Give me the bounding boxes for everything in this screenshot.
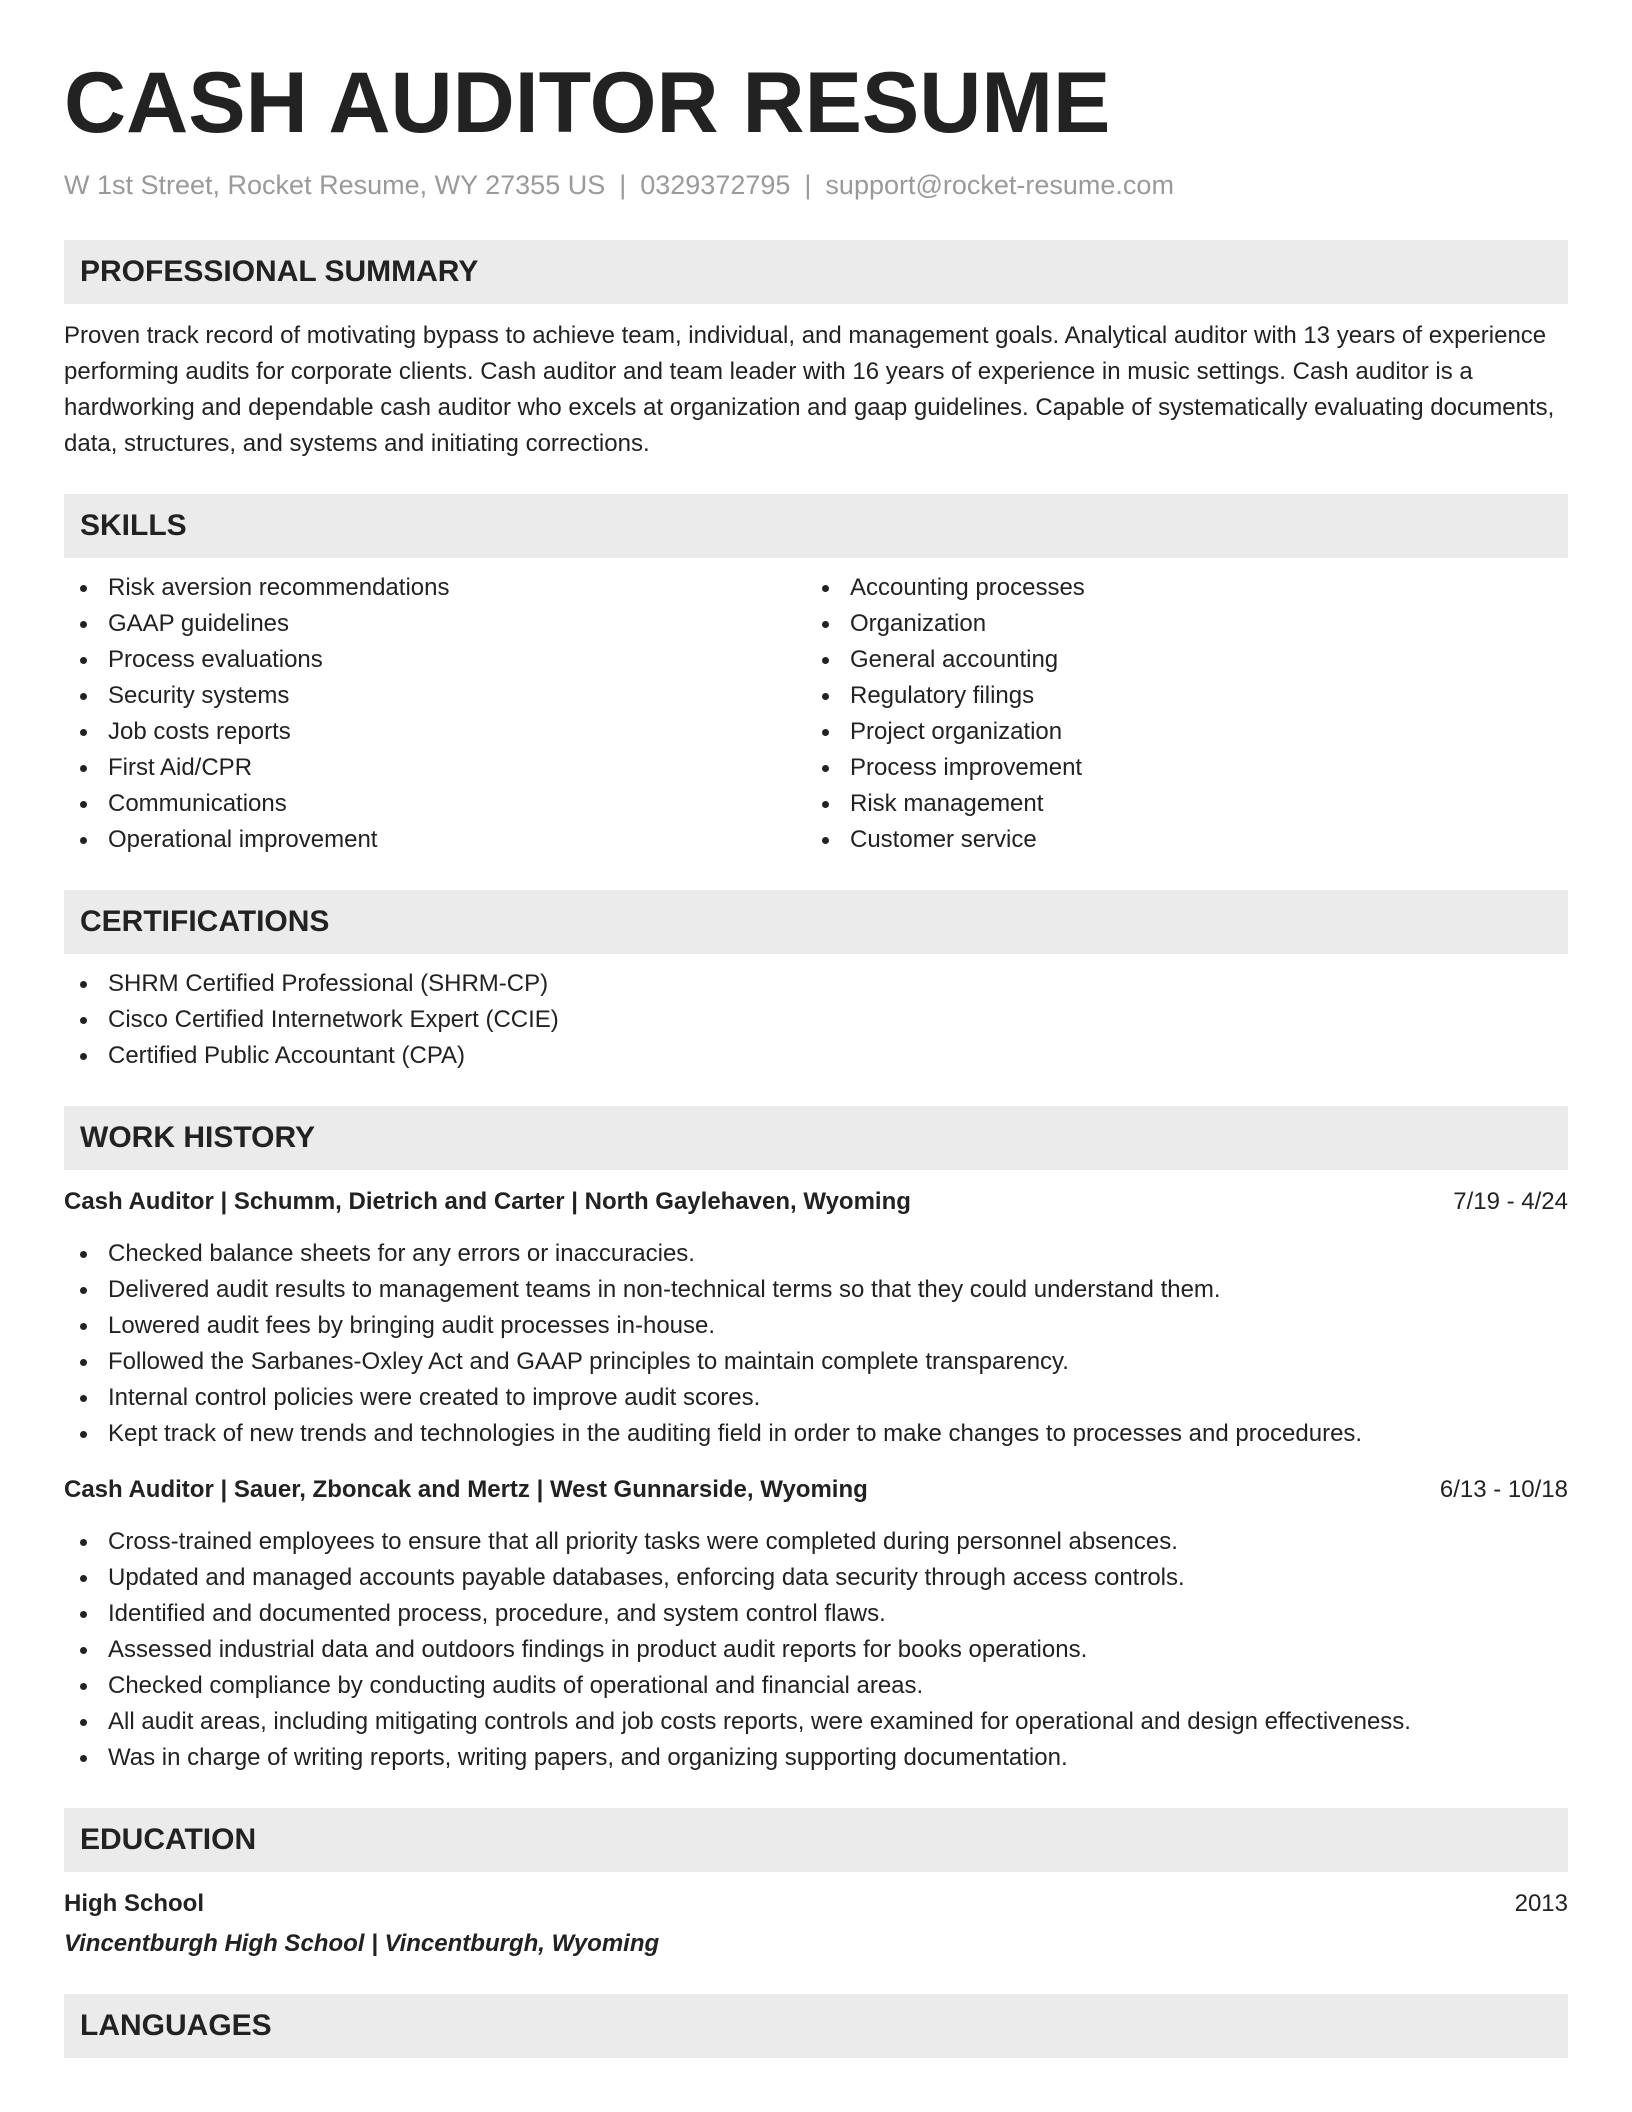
- job-dates: 7/19 - 4/24: [1453, 1188, 1568, 1215]
- job-entry: [64, 1184, 1568, 1452]
- skill-item: Regulatory filings: [806, 678, 1548, 714]
- job-bullets: [64, 1524, 1568, 1776]
- skill-item: General accounting: [806, 642, 1548, 678]
- skill-item: Organization: [806, 606, 1548, 642]
- contact-email: support@rocket-resume.com: [825, 170, 1174, 200]
- certification-item: SHRM Certified Professional (SHRM-CP): [64, 966, 1568, 1002]
- skills-column-right: [806, 570, 1548, 858]
- skills-column-left: [64, 570, 806, 858]
- job-bullet: Lowered audit fees by bringing audit processes in-house.: [64, 1308, 1568, 1344]
- section-heading-languages: LANGUAGES: [64, 1994, 1568, 2058]
- job-bullet: Followed the Sarbanes-Oxley Act and GAAP principles to maintain complete transparency.: [64, 1344, 1568, 1380]
- education-header: [64, 1886, 1568, 1922]
- job-bullet: Checked balance sheets for any errors or inaccuracies.: [64, 1236, 1568, 1272]
- education-school: Vincentburgh High School | Vincentburgh, Wyoming: [64, 1930, 660, 1957]
- job-header: [64, 1184, 1568, 1220]
- job-entry: [64, 1472, 1568, 1776]
- job-bullet: Delivered audit results to management teams in non-technical terms so that they could understand them.: [64, 1272, 1568, 1308]
- contact-address: W 1st Street, Rocket Resume, WY 27355 US: [64, 170, 606, 200]
- education-entry: [64, 1886, 1568, 1962]
- section-heading-skills: SKILLS: [64, 494, 1568, 558]
- skill-item: Accounting processes: [806, 570, 1548, 606]
- certification-item: Certified Public Accountant (CPA): [64, 1038, 1568, 1074]
- skill-item: Project organization: [806, 714, 1548, 750]
- job-dates: 6/13 - 10/18: [1439, 1476, 1568, 1503]
- job-bullet: Internal control policies were created to improve audit scores.: [64, 1380, 1568, 1416]
- contact-line: [64, 170, 1568, 201]
- job-bullet: All audit areas, including mitigating controls and job costs reports, were examined for operational and design effectiveness.: [64, 1704, 1568, 1740]
- section-heading-education: EDUCATION: [64, 1808, 1568, 1872]
- job-title: Cash Auditor | Sauer, Zboncak and Mertz | West Gunnarside, Wyoming: [64, 1476, 868, 1503]
- summary-text: Proven track record of motivating bypass to achieve team, individual, and management goals. Analytical auditor with 13 years of experience performing audits for corporate clients. Cash auditor and team leader with 16 years of experience in music settings. Cash auditor is a hardworking and dependable cash auditor who excels at organization and gaap guidelines. Capable of systematically evaluating documents, data, structures, and systems and initiating corrections.: [64, 322, 1555, 457]
- job-title: Cash Auditor | Schumm, Dietrich and Carter | North Gaylehaven, Wyoming: [64, 1188, 911, 1215]
- job-header: [64, 1472, 1568, 1508]
- section-heading-summary: PROFESSIONAL SUMMARY: [64, 240, 1568, 304]
- skill-item: Process improvement: [806, 750, 1548, 786]
- skill-item: Operational improvement: [64, 822, 806, 858]
- section-heading-certifications: CERTIFICATIONS: [64, 890, 1568, 954]
- job-bullet: Identified and documented process, procedure, and system control flaws.: [64, 1596, 1568, 1632]
- education-year: 2013: [1514, 1890, 1568, 1917]
- job-bullet: Assessed industrial data and outdoors findings in product audit reports for books operations.: [64, 1632, 1568, 1668]
- skill-item: Process evaluations: [64, 642, 806, 678]
- contact-separator: |: [619, 170, 627, 200]
- education-degree: High School: [64, 1890, 204, 1917]
- skill-item: Customer service: [806, 822, 1548, 858]
- resume-title: CASH AUDITOR RESUME: [64, 55, 1111, 151]
- job-bullets: [64, 1236, 1568, 1452]
- certifications-list: [64, 966, 1568, 1074]
- job-bullet: Checked compliance by conducting audits of operational and financial areas.: [64, 1668, 1568, 1704]
- job-bullet: Cross-trained employees to ensure that all priority tasks were completed during personnel absences.: [64, 1524, 1568, 1560]
- contact-phone: 0329372795: [640, 170, 791, 200]
- skill-item: Job costs reports: [64, 714, 806, 750]
- skills-list-left: [64, 570, 806, 858]
- job-bullet: Was in charge of writing reports, writing papers, and organizing supporting documentation.: [64, 1740, 1568, 1776]
- contact-separator: |: [804, 170, 812, 200]
- job-bullet: Kept track of new trends and technologies in the auditing field in order to make changes to processes and procedures.: [64, 1416, 1568, 1452]
- job-bullet: Updated and managed accounts payable databases, enforcing data security through access controls.: [64, 1560, 1568, 1596]
- section-heading-work-history: WORK HISTORY: [64, 1106, 1568, 1170]
- certification-item: Cisco Certified Internetwork Expert (CCIE): [64, 1002, 1568, 1038]
- skill-item: Risk management: [806, 786, 1548, 822]
- skill-item: Communications: [64, 786, 806, 822]
- skills-list-right: [806, 570, 1548, 858]
- skills-columns: [64, 570, 1568, 858]
- resume-page: [64, 0, 1568, 2058]
- skill-item: First Aid/CPR: [64, 750, 806, 786]
- skill-item: Risk aversion recommendations: [64, 570, 806, 606]
- skill-item: GAAP guidelines: [64, 606, 806, 642]
- skill-item: Security systems: [64, 678, 806, 714]
